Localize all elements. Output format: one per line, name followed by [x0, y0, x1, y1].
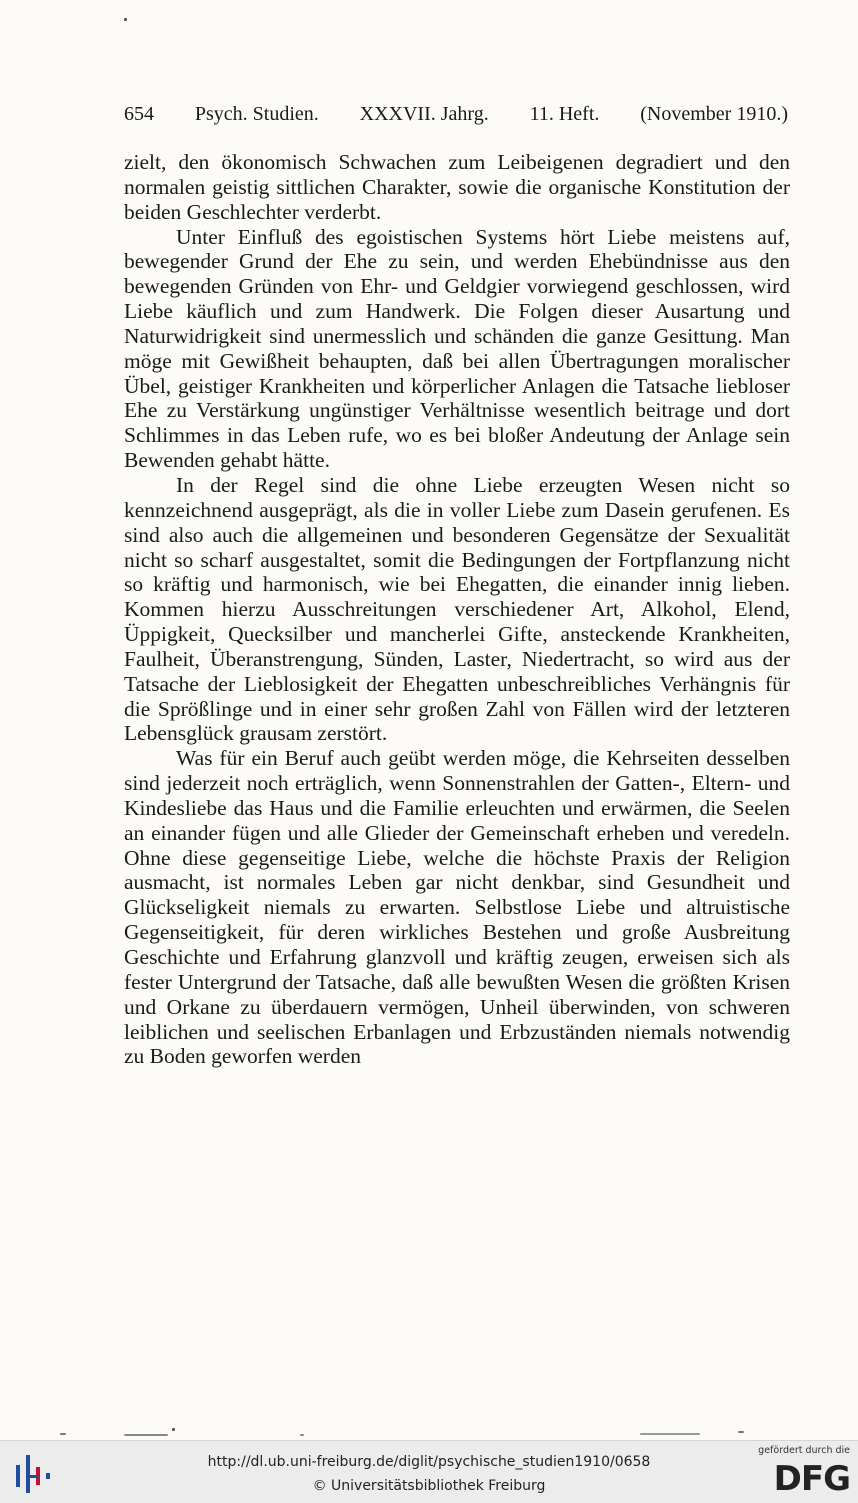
paragraph-2: Unter Einfluß des egoistischen Systems hört Liebe meistens auf, bewegender Grund der Ehe zu sein, und werden Ehebündnisse aus den bewegenden Gründen von Ehr- und Geldgier vorwiegend geschlossen, wird Liebe käuflich und zum Handwerk. Die Folgen dieser Ausartung und Naturwidrigkeit sind unermesslich und schänden die ganze Gesittung. Man möge mit Gewißheit behaupten, daß bei allen Übertragungen moralischer Übel, geistiger Krankheiten und körperlicher Anlagen die Tatsache liebloser Ehe zu Verstärkung ungünstiger Verhältnisse wesentlich beitrage und dort Schlimmes in das Leben rufe, wo es bei bloßer Andeutung der Anlage sein Bewenden gehabt hätte.: [124, 224, 790, 473]
running-header: [124, 103, 788, 133]
volume-label: XXXVII. Jahrg.: [359, 103, 489, 125]
paragraph-1: zielt, den ökonomisch Schwachen zum Leibeigenen degradiert und den normalen geistig sittlichen Charakter, sowie die organische Konstitution der beiden Geschlechter verderbt.: [124, 150, 790, 224]
body-text: [124, 150, 790, 1069]
issue-date: (November 1910.): [640, 103, 788, 125]
page-number: 654: [124, 103, 154, 125]
scan-speck: [640, 1433, 700, 1435]
dfg-logo: DFG: [773, 1459, 850, 1499]
footer-bar: [0, 1440, 858, 1503]
scan-speck: [124, 18, 127, 21]
scan-speck: [60, 1433, 66, 1435]
scan-speck: [300, 1434, 304, 1436]
source-url-link[interactable]: http://dl.ub.uni-freiburg.de/diglit/psychische_studien1910/0658: [207, 1454, 651, 1470]
paragraph-4: Was für ein Beruf auch geübt werden möge, die Kehrseiten desselben sind jederzeit noch erträglich, wenn Sonnenstrahlen der Gatten-, Eltern- und Kindesliebe das Haus und die Familie erleuchten und erwärmen, die Seelen an einander fügen und alle Glieder der Gemeinschaft erheben und veredeln. Ohne diese gegenseitige Liebe, welche die höchste Praxis der Religion ausmacht, ist normales Leben gar nicht denkbar, sind Gesundheit und Glückseligkeit niemals zu erwarten. Selbstlose Liebe und altruistische Gegenseitigkeit, für deren wirkliches Bestehen und große Ausbreitung Geschichte und Erfahrung glanzvoll und kräftig zeugen, erweisen sich als fester Untergrund der Tatsache, daß alle bewußten Wesen die größten Krisen und Orkane zu überdauern vermögen, Unheil überwinden, von schweren leiblichen und seelischen Erbanlagen und Erbzuständen niemals notwendig zu Boden geworfen werden: [124, 746, 790, 1069]
sponsor-caption: gefördert durch die: [758, 1445, 850, 1456]
journal-title: Psych. Studien.: [194, 103, 319, 125]
dfg-sponsor: [754, 1445, 850, 1501]
copyright-notice: © Universitätsbibliothek Freiburg: [312, 1478, 546, 1494]
scan-speck: [172, 1428, 175, 1431]
issue-label: 11. Heft.: [529, 103, 600, 125]
scan-speck: [124, 1434, 168, 1436]
paragraph-3: In der Regel sind die ohne Liebe erzeugten Wesen nicht so kennzeichnend ausgeprägt, als die in voller Liebe zum Dasein gerufenen. Es sind also auch die allgemeinen und besonderen Gegensätze der Sexualität nicht so scharf ausgestaltet, somit die Bedingungen der Fortpflanzung nicht so kräftig und harmonisch, wie bei Ehegatten, die einander innig lieben. Kommen hierzu Ausschreitungen verschiedener Art, Alkohol, Elend, Üppigkeit, Quecksilber und mancherlei Gifte, ansteckende Krankheiten, Faulheit, Überanstrengung, Sünden, Laster, Niedertracht, so wird aus der Tatsache der Lieblosigkeit der Ehegatten unbeschreibliches Verhängnis für die Sprößlinge und in einer sehr großen Zahl von Fällen wird der letzteren Lebensglück grausam zerstört.: [124, 472, 790, 746]
scan-speck: [738, 1431, 744, 1433]
